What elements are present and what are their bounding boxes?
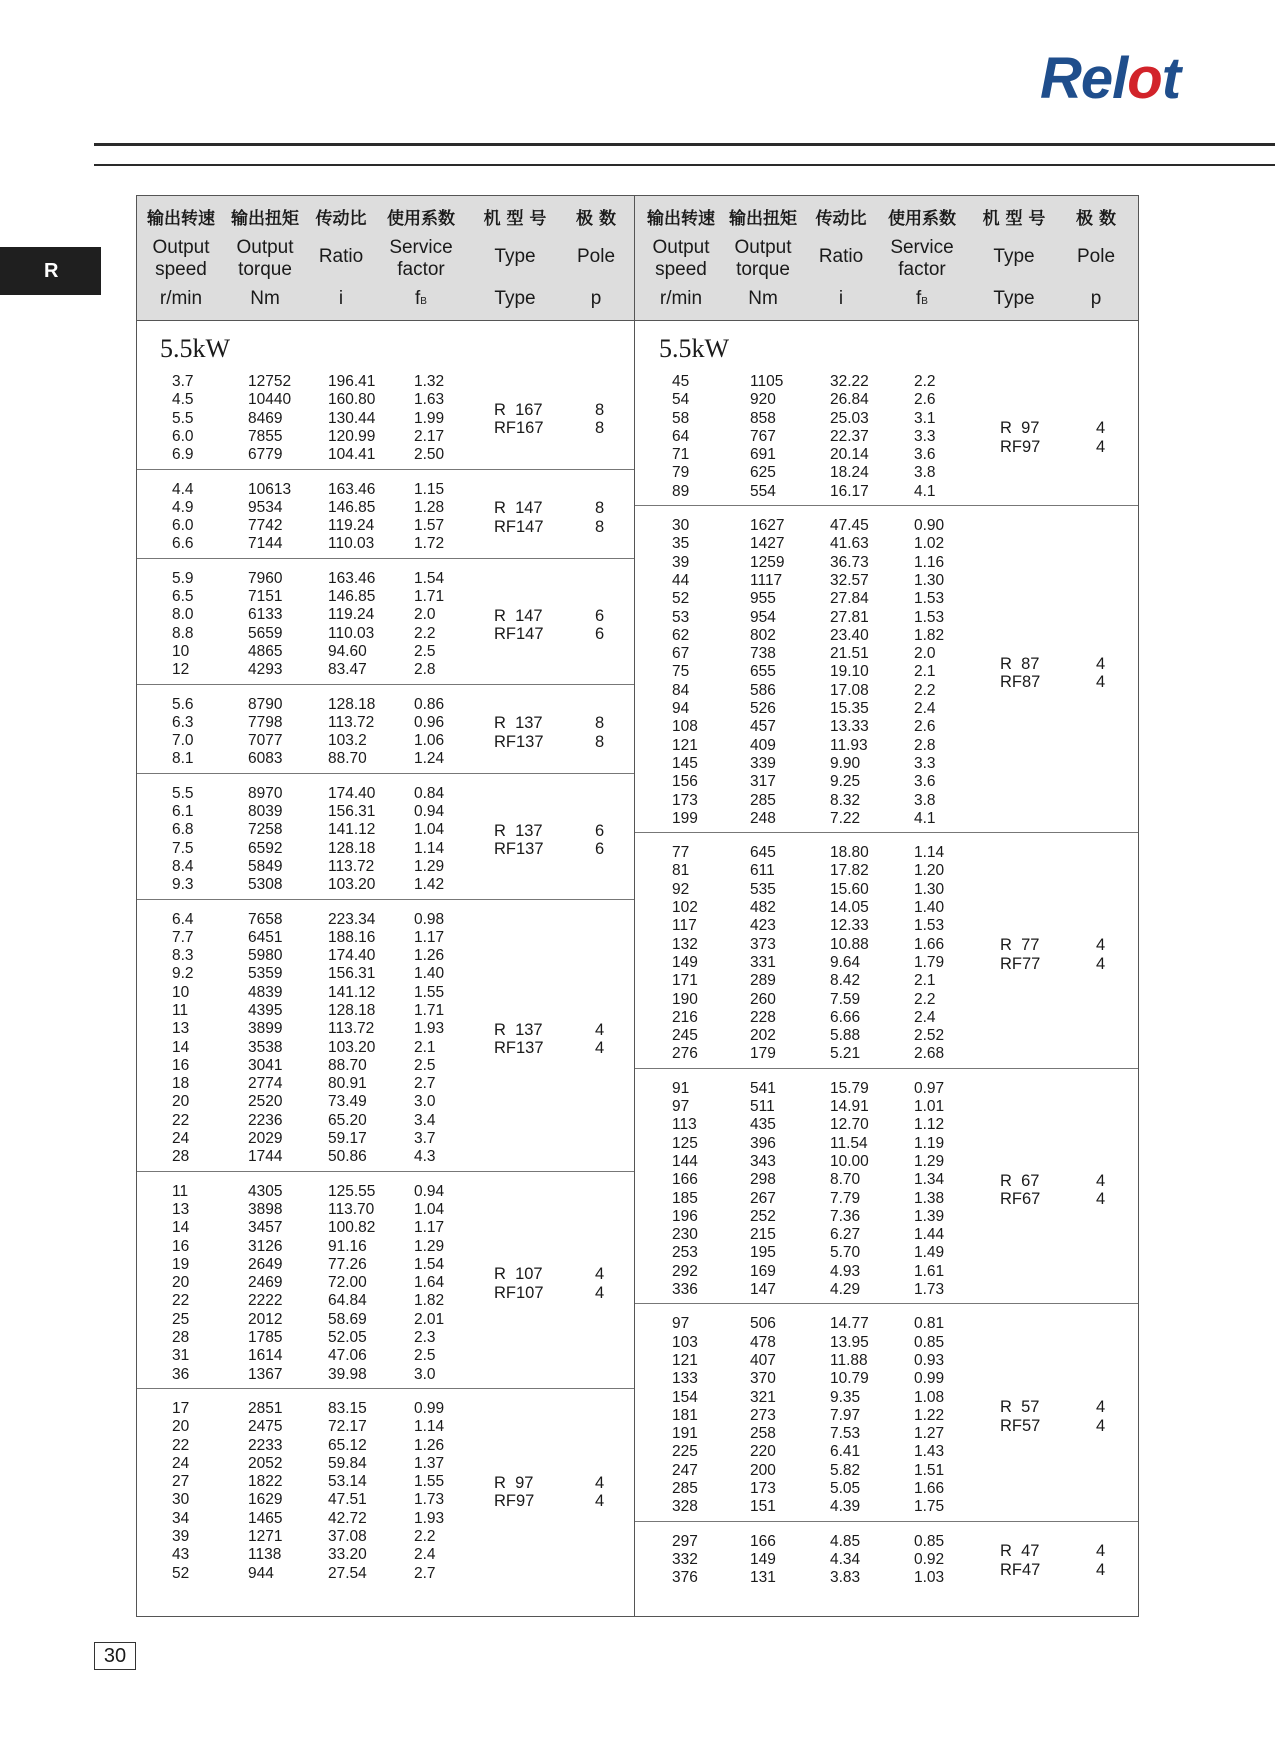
torque-column-values: 2851 2475 2233 2052 1822 1629 1465 1271 1138 944 [248,1400,283,1582]
ratio-column-values: 14.77 13.95 11.88 10.79 9.35 7.97 7.53 6.41 5.82 5.05 4.39 [830,1315,869,1516]
service-factor-column-values: 0.81 0.85 0.93 0.99 1.08 1.22 1.27 1.43 1.51 1.66 1.75 [914,1315,945,1516]
group-separator [137,773,634,774]
header-cn-left-4: 机 型 号 [483,209,547,229]
group-separator [635,1521,1138,1522]
header-cn-left-3: 使用系数 [387,209,455,229]
service-factor-column-values: 0.84 0.94 1.04 1.14 1.29 1.42 [414,784,445,894]
gearbox-type: R 137 RF137 [494,714,544,751]
logo-letter: e [1080,46,1113,111]
torque-column-values: 10613 9534 7742 7144 [248,480,292,553]
speed-column-values: 4.4 4.9 6.0 6.6 [172,480,194,553]
torque-column-values: 8790 7798 7077 6083 [248,695,283,768]
speed-column-values: 5.6 6.3 7.0 8.1 [172,695,194,768]
pole-count: 4 4 [595,1473,605,1510]
torque-column-values: 8970 8039 7258 6592 5849 5308 [248,784,283,894]
header-rule-top [94,143,1275,146]
header-en-left-4: Type [494,246,536,267]
pole-count: 4 4 [1096,1398,1106,1435]
pole-count: 8 8 [595,714,605,751]
gearbox-type: R 147 RF147 [494,499,544,536]
ratio-column-values: 47.45 41.63 36.73 32.57 27.84 27.81 23.40 21.51 19.10 17.08 15.35 13.33 11.93 9.90 9.25 8.32 7.22 [830,517,869,827]
gearbox-type: R 147 RF147 [494,606,544,644]
section-tab [0,247,101,295]
header-en-right-3: Service factor [890,237,954,280]
header-en-right-4: Type [993,246,1035,267]
logo-letter: o [1127,46,1162,111]
speed-column-values: 6.4 7.7 8.3 9.2 10 11 13 14 16 18 20 22 24 28 [172,910,194,1166]
header-cn-left-2: 传动比 [315,209,367,229]
header-unit-right-1: Nm [748,288,778,309]
pole-count: 6 6 [595,606,605,644]
speed-column-values: 5.5 6.1 6.8 7.5 8.4 9.3 [172,784,194,894]
ratio-column-values: 125.55 113.70 100.82 91.16 77.26 72.00 64.84 58.69 52.05 47.06 39.98 [328,1182,376,1383]
ratio-column-values: 32.22 26.84 25.03 22.37 20.14 18.24 16.17 [830,373,869,500]
group-separator [635,505,1138,506]
header-unit-left-3: fB [415,288,427,309]
ratio-column-values: 174.40 156.31 141.12 128.18 113.72 103.20 [328,784,376,894]
header-unit-right-0: r/min [659,288,703,309]
service-factor-column-values: 1.14 1.20 1.30 1.40 1.53 1.66 1.79 2.1 2.2 2.4 2.52 2.68 [914,844,945,1063]
header-unit-left-0: r/min [159,288,203,309]
ratio-column-values: 223.34 188.16 174.40 156.31 141.12 128.18 113.72 103.20 88.70 80.91 73.49 65.20 59.17 50.86 [328,910,376,1166]
speed-column-values: 45 54 58 64 71 79 89 [672,373,690,500]
gearbox-type: R 87 RF87 [1000,654,1041,692]
gearbox-type: R 97 RF97 [1000,419,1041,456]
table-header-rule [137,320,1138,321]
header-rule-bottom [94,164,1275,166]
service-factor-column-values: 0.85 0.92 1.03 [914,1532,945,1587]
torque-column-values: 645 611 535 482 423 373 331 289 260 228 202 179 [750,844,776,1063]
pole-count: 4 4 [1096,654,1106,692]
header-en-left-1: Output torque [236,237,294,280]
speed-column-values: 17 20 22 24 27 30 34 39 43 52 [172,1400,190,1582]
header-en-left-0: Output speed [152,237,210,280]
header-unit-left-4: Type [494,288,536,309]
speed-column-values: 5.9 6.5 8.0 8.8 10 12 [172,569,194,679]
pole-count: 4 4 [1096,1542,1106,1579]
header-cn-right-1: 输出扭矩 [729,209,797,229]
header-unit-left-2: i [338,288,344,309]
header-en-left-2: Ratio [318,246,364,267]
service-factor-column-values: 0.90 1.02 1.16 1.30 1.53 1.53 1.82 2.0 2.1 2.2 2.4 2.6 2.8 3.3 3.6 3.8 4.1 [914,517,945,827]
header-cn-left-0: 输出转速 [147,209,215,229]
header-unit-right-2: i [838,288,844,309]
gearbox-type: R 77 RF77 [1000,936,1041,973]
group-separator [635,1068,1138,1069]
torque-column-values: 541 511 435 396 343 298 267 252 215 195 169 147 [750,1079,776,1299]
pole-count: 6 6 [595,821,605,859]
gearbox-type: R 107 RF107 [494,1265,544,1302]
service-factor-column-values: 0.86 0.96 1.06 1.24 [414,695,445,768]
ratio-column-values: 128.18 113.72 103.2 88.70 [328,695,376,768]
service-factor-column-values: 2.2 2.6 3.1 3.3 3.6 3.8 4.1 [914,373,936,500]
page-number [94,1642,136,1670]
header-en-right-1: Output torque [734,237,792,280]
service-factor-column-values: 1.32 1.63 1.99 2.17 2.50 [414,373,445,464]
ratio-column-values: 196.41 160.80 130.44 120.99 104.41 [328,373,376,464]
gearbox-type: R 67 RF67 [1000,1171,1041,1209]
header-cn-right-4: 机 型 号 [982,209,1046,229]
header-unit-left-1: Nm [250,288,280,309]
left-power-label: 5.5kW [160,334,231,363]
pole-count: 4 4 [595,1265,605,1302]
torque-column-values: 506 478 407 370 321 273 258 220 200 173 151 [750,1315,776,1516]
pole-count: 4 4 [1096,419,1106,456]
logo-letter: l [1112,46,1128,111]
header-en-right-5: Pole [1076,246,1116,267]
speed-column-values: 91 97 113 125 144 166 185 196 230 253 292 336 [672,1079,698,1299]
ratio-column-values: 18.80 17.82 15.60 14.05 12.33 10.88 9.64 8.42 7.59 6.66 5.88 5.21 [830,844,869,1063]
header-unit-left-5: p [590,288,602,309]
group-separator [137,1171,634,1172]
torque-column-values: 7960 7151 6133 5659 4865 4293 [248,569,283,679]
ratio-column-values: 15.79 14.91 12.70 11.54 10.00 8.70 7.79 7.36 6.27 5.70 4.93 4.29 [830,1079,869,1299]
ratio-column-values: 163.46 146.85 119.24 110.03 94.60 83.47 [328,569,376,679]
speed-column-values: 97 103 121 133 154 181 191 225 247 285 328 [672,1315,698,1516]
torque-column-values: 1105 920 858 767 691 625 554 [750,373,784,500]
pole-count: 8 8 [595,499,605,536]
service-factor-column-values: 0.94 1.04 1.17 1.29 1.54 1.64 1.82 2.01 2.3 2.5 3.0 [414,1182,445,1383]
header-unit-right-5: p [1090,288,1102,309]
speed-column-values: 30 35 39 44 52 53 62 67 75 84 94 108 121 145 156 173 199 [672,517,698,827]
header-cn-right-0: 输出转速 [647,209,715,229]
gearbox-type: R 137 RF137 [494,821,544,859]
group-separator [635,832,1138,833]
ratio-column-values: 83.15 72.17 65.12 59.84 53.14 47.51 42.72 37.08 33.20 27.54 [328,1400,367,1582]
speed-column-values: 77 81 92 102 117 132 149 171 190 216 245 276 [672,844,698,1063]
header-cn-right-2: 传动比 [815,209,867,229]
page-number-text: 30 [103,1644,127,1667]
torque-column-values: 1627 1427 1259 1117 955 954 802 738 655 586 526 457 409 339 317 285 248 [750,517,785,827]
logo-letter: R [1040,46,1081,111]
right-power-label: 5.5kW [659,334,730,363]
ratio-column-values: 4.85 4.34 3.83 [830,1532,861,1587]
header-cn-right-3: 使用系数 [888,209,956,229]
service-factor-column-values: 0.99 1.14 1.26 1.37 1.55 1.73 1.93 2.2 2.4 2.7 [414,1400,445,1582]
header-en-right-0: Output speed [652,237,710,280]
header-en-left-5: Pole [576,246,616,267]
service-factor-column-values: 1.15 1.28 1.57 1.72 [414,480,445,553]
group-separator [137,1388,634,1389]
group-separator [137,684,634,685]
group-separator [137,558,634,559]
brand-logo [1040,46,1181,111]
header-en-right-2: Ratio [818,246,864,267]
speed-column-values: 3.7 4.5 5.5 6.0 6.9 [172,373,194,464]
gearbox-type: R 167 RF167 [494,400,544,438]
speed-column-values: 11 13 14 16 19 20 22 25 28 31 36 [172,1182,190,1383]
header-en-left-3: Service factor [389,237,453,280]
gearbox-type: R 57 RF57 [1000,1398,1041,1435]
service-factor-column-values: 0.98 1.17 1.26 1.40 1.55 1.71 1.93 2.1 2.5 2.7 3.0 3.4 3.7 4.3 [414,910,445,1166]
header-cn-left-5: 极 数 [576,209,616,229]
pole-count: 4 4 [1096,1171,1106,1209]
pole-count: 4 4 [595,1020,605,1058]
logo-text [1040,46,1180,111]
pole-count: 8 8 [595,400,605,438]
section-tab-label: R [44,259,59,282]
group-separator [137,469,634,470]
torque-column-values: 4305 3898 3457 3126 2649 2469 2222 2012 1785 1614 1367 [248,1182,283,1383]
torque-column-values: 7658 6451 5980 5359 4839 4395 3899 3538 3041 2774 2520 2236 2029 1744 [248,910,283,1166]
group-separator [635,1303,1138,1304]
gearbox-type: R 47 RF47 [1000,1542,1041,1579]
header-unit-right-3: fB [916,288,928,309]
header-unit-right-4: Type [993,288,1035,309]
ratio-column-values: 163.46 146.85 119.24 110.03 [328,480,376,553]
speed-column-values: 297 332 376 [672,1532,698,1587]
logo-letter: t [1161,46,1181,111]
header-cn-left-1: 输出扭矩 [231,209,299,229]
gearbox-type: R 137 RF137 [494,1020,544,1058]
torque-column-values: 12752 10440 8469 7855 6779 [248,373,292,464]
table-column-divider [634,195,635,1617]
header-cn-right-5: 极 数 [1076,209,1116,229]
service-factor-column-values: 0.97 1.01 1.12 1.19 1.29 1.34 1.38 1.39 1.44 1.49 1.61 1.73 [914,1079,945,1299]
torque-column-values: 166 149 131 [750,1532,776,1587]
gearbox-type: R 97 RF97 [494,1473,535,1510]
group-separator [137,899,634,900]
service-factor-column-values: 1.54 1.71 2.0 2.2 2.5 2.8 [414,569,445,679]
pole-count: 4 4 [1096,936,1106,973]
